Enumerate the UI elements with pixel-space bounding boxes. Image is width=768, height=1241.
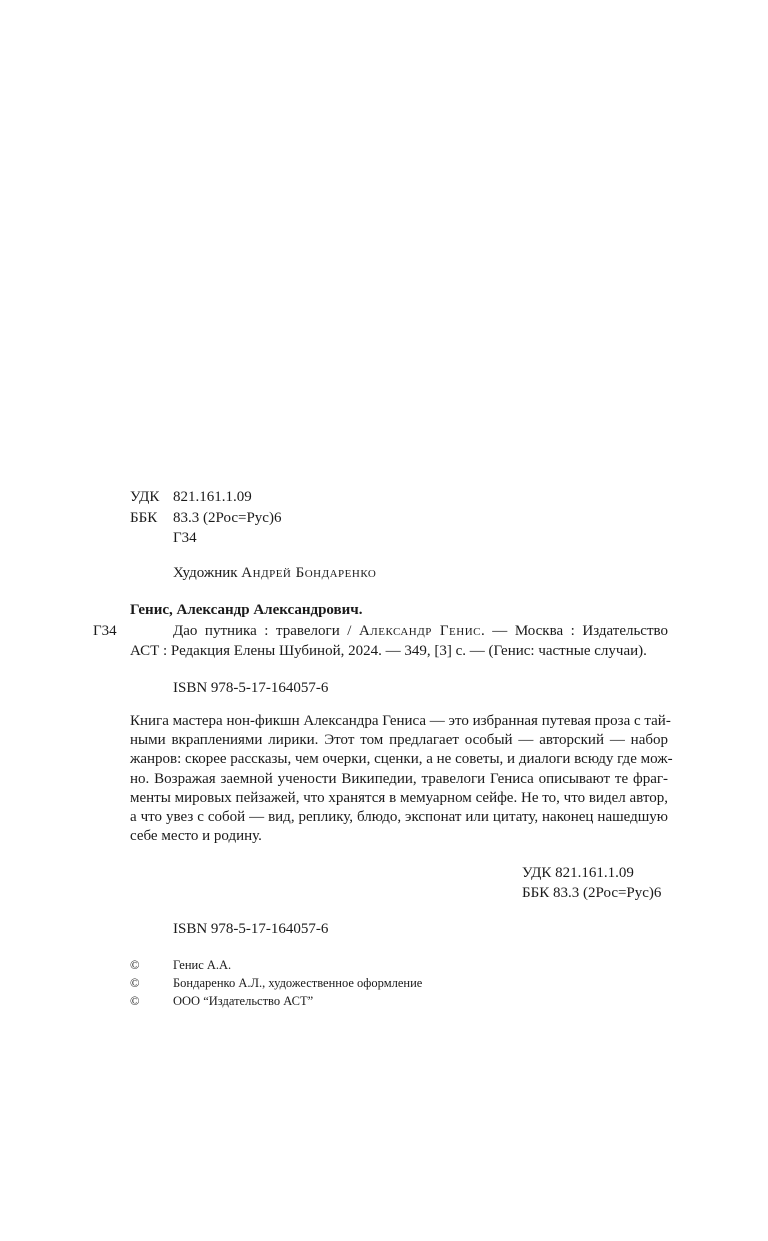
copyright-item <box>130 974 422 992</box>
copyright-text: ООО “Издательство АСТ” <box>173 994 314 1008</box>
copyright-item <box>130 992 422 1010</box>
copyright-list <box>130 956 422 1010</box>
annotation-line: менты мировых пейзажей, что хранятся в мемуарном сейфе. Не то, что видел автор, <box>130 789 668 806</box>
bottom-udk: УДК 821.161.1.09 <box>522 865 634 881</box>
bibliographic-author-mark: Г34 <box>93 623 117 639</box>
bbk-value: 83.3 (2Рос=Рус)6 <box>173 510 282 526</box>
annotation-line: Книга мастера нон-фикшн Александра Гениса — это избранная путевая проза с тай- <box>130 713 671 729</box>
copyright-item <box>130 956 422 974</box>
title-text: Дао путника : травелоги / <box>173 623 359 639</box>
udk-label: УДК <box>130 489 160 505</box>
annotation-line: но. Возражая заемной учености Википедии, травелоги Гениса описывают те фраг- <box>130 770 668 787</box>
author-name: Александр Генис <box>358 623 481 639</box>
bibliographic-line-1 <box>173 621 668 641</box>
copyright-icon: © <box>130 994 140 1008</box>
bbk-line <box>130 508 281 528</box>
annotation-line: а что увез с собой — вид, реплику, блюдо, экспонат или цитату, наконец нашедшую <box>130 809 668 826</box>
annotation-line: себе место и родину. <box>130 828 262 845</box>
udk-value: 821.161.1.09 <box>173 489 252 505</box>
copyright-text: Бондаренко А.Л., художественное оформление <box>173 976 423 990</box>
bibliographic-line-2: АСТ : Редакция Елены Шубиной, 2024. — 349, [3] с. — (Генис: частные случаи). <box>130 643 647 659</box>
udk-line <box>130 487 252 507</box>
illustrator-name: Андрей Бондаренко <box>241 565 377 581</box>
isbn: ISBN 978-5-17-164057-6 <box>173 921 329 937</box>
annotation-line: ными вкраплениями лирики. Этот том предлагает особый — авторский — набор <box>130 732 668 749</box>
bottom-bbk: ББК 83.3 (2Рос=Рус)6 <box>522 885 662 901</box>
publisher-text: . — Москва : Издательство <box>481 623 668 639</box>
bibliographic-heading: Генис, Александр Александрович. <box>130 602 363 618</box>
copyright-icon: © <box>130 976 140 990</box>
bbk-label: ББК <box>130 510 158 526</box>
copyright-text: Генис А.А. <box>173 958 232 972</box>
bibliographic-isbn: ISBN 978-5-17-164057-6 <box>173 680 329 696</box>
copyright-icon: © <box>130 958 140 972</box>
author-mark: Г34 <box>173 530 197 546</box>
illustrator-prefix: Художник <box>173 565 238 581</box>
illustrator-credit <box>173 563 376 583</box>
annotation <box>130 712 673 846</box>
annotation-line: жанров: скорее рассказы, чем очерки, сценки, а не советы, и диалоги всюду где мож- <box>130 751 673 768</box>
